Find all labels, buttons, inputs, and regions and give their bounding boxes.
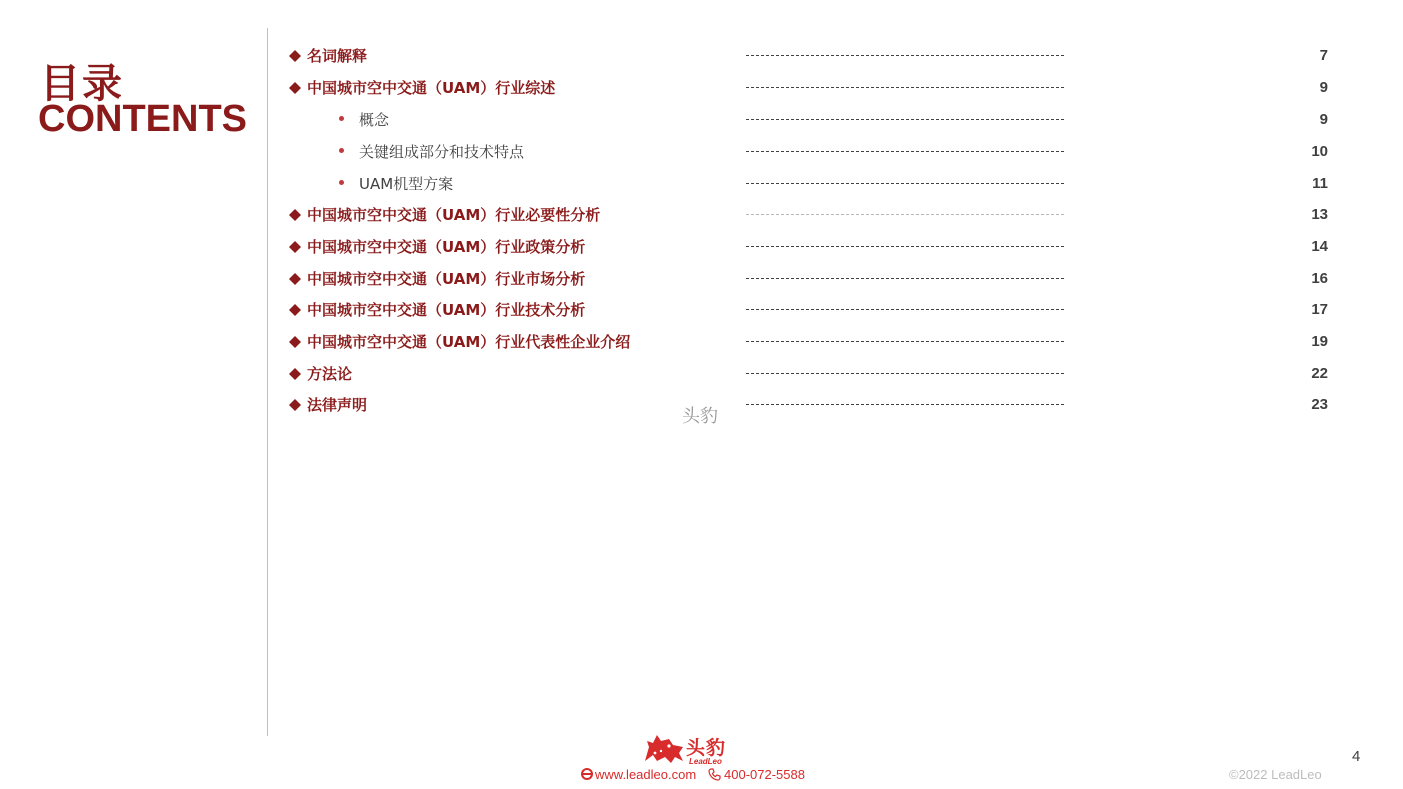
- toc-page-number: 9: [1319, 111, 1328, 128]
- dot-bullet-icon: [339, 116, 344, 121]
- toc-item-label: 中国城市空中交通（UAM）行业综述: [307, 79, 556, 97]
- dot-bullet-icon: [339, 180, 344, 185]
- toc-item[interactable]: [0, 269, 1403, 293]
- toc-page-number: 9: [1319, 79, 1328, 96]
- toc-item-label: 名词解释: [307, 47, 368, 65]
- toc-item-label: 中国城市空中交通（UAM）行业政策分析: [307, 238, 586, 256]
- toc-item[interactable]: [0, 332, 1403, 356]
- toc-item[interactable]: [0, 205, 1403, 229]
- website-link[interactable]: [581, 767, 696, 782]
- toc-subitem[interactable]: [0, 142, 1403, 166]
- dotted-leader: [746, 87, 1064, 88]
- diamond-bullet-icon: [289, 207, 302, 223]
- browser-icon: [581, 768, 593, 780]
- phone-text: 400-072-5588: [724, 767, 805, 782]
- dotted-leader: [746, 404, 1064, 405]
- toc-subitem-label: 关键组成部分和技术特点: [359, 143, 525, 161]
- toc-item-label: 方法论: [307, 365, 353, 383]
- dotted-leader: [746, 55, 1064, 56]
- diamond-bullet-icon: [289, 80, 302, 96]
- diamond-bullet-icon: [289, 397, 302, 413]
- toc-page-number: 23: [1311, 396, 1328, 413]
- diamond-bullet-icon: [289, 334, 302, 350]
- toc-page-number: 7: [1319, 47, 1328, 64]
- toc-item-label: 中国城市空中交通（UAM）行业必要性分析: [307, 206, 601, 224]
- phone-icon: [708, 768, 721, 781]
- toc-item-label: 中国城市空中交通（UAM）行业代表性企业介绍: [307, 333, 631, 351]
- dotted-leader: [746, 214, 1064, 215]
- dotted-leader: [746, 246, 1064, 247]
- toc-page-number: 11: [1312, 175, 1328, 192]
- toc-item-label: 法律声明: [307, 396, 368, 414]
- diamond-bullet-icon: [289, 48, 302, 64]
- dot-bullet-icon: [339, 148, 344, 153]
- toc-page-number: 19: [1311, 333, 1328, 350]
- page-title-cn: 目录: [40, 61, 124, 107]
- copyright: ©2022 LeadLeo: [1229, 767, 1322, 782]
- toc-subitem-label: UAM机型方案: [359, 175, 454, 193]
- toc-subitem[interactable]: [0, 110, 1403, 134]
- watermark: 头豹: [682, 406, 718, 427]
- slide-number: 4: [1352, 748, 1361, 765]
- dotted-leader: [746, 151, 1064, 152]
- dotted-leader: [746, 309, 1064, 310]
- diamond-bullet-icon: [289, 302, 302, 318]
- dotted-leader: [746, 341, 1064, 342]
- toc-item[interactable]: [0, 237, 1403, 261]
- page-title-en: CONTENTS: [38, 98, 247, 140]
- toc-item[interactable]: [0, 46, 1403, 70]
- toc-subitem[interactable]: [0, 174, 1403, 198]
- logo-subtext: LeadLeo: [689, 757, 722, 766]
- dotted-leader: [746, 278, 1064, 279]
- toc-page-number: 10: [1311, 143, 1328, 160]
- dotted-leader: [746, 183, 1064, 184]
- dotted-leader: [746, 373, 1064, 374]
- toc-page-number: 14: [1311, 238, 1328, 255]
- toc-subitem-label: 概念: [359, 111, 390, 129]
- toc-page-number: 22: [1311, 365, 1328, 382]
- diamond-bullet-icon: [289, 239, 302, 255]
- website-text: www.leadleo.com: [595, 767, 697, 782]
- toc-item-label: 中国城市空中交通（UAM）行业市场分析: [307, 270, 586, 288]
- toc-item[interactable]: [0, 78, 1403, 102]
- diamond-bullet-icon: [289, 271, 302, 287]
- toc-page-number: 13: [1311, 206, 1328, 223]
- diamond-bullet-icon: [289, 366, 302, 382]
- toc-item[interactable]: [0, 300, 1403, 324]
- dotted-leader: [746, 119, 1064, 120]
- toc-page-number: 17: [1311, 301, 1328, 318]
- toc-item-label: 中国城市空中交通（UAM）行业技术分析: [307, 301, 586, 319]
- toc-item[interactable]: [0, 364, 1403, 388]
- logo-text: 头豹: [686, 737, 727, 759]
- phone-contact: [708, 767, 805, 782]
- toc-page-number: 16: [1311, 270, 1328, 287]
